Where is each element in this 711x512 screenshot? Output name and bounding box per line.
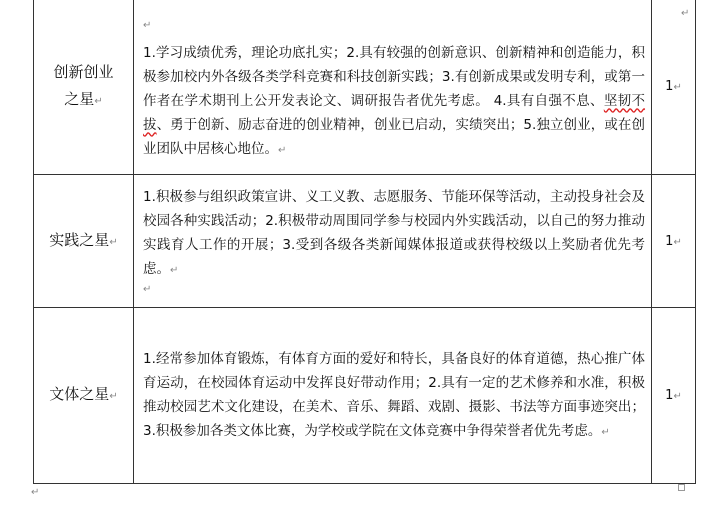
award-criteria-cell bbox=[134, 308, 652, 484]
award-name: 之星 bbox=[64, 89, 95, 108]
paragraph-mark: ↵ bbox=[278, 144, 287, 156]
paragraph-mark: ↵ bbox=[673, 391, 682, 402]
spellcheck-word: 坚韧不拔 bbox=[143, 92, 646, 133]
award-count: 1 bbox=[665, 388, 674, 403]
paragraph-mark: ↵ bbox=[109, 236, 118, 248]
award-count-cell bbox=[652, 308, 696, 484]
paragraph-mark: ↵ bbox=[31, 487, 40, 498]
award-name-cell bbox=[34, 175, 134, 308]
award-criteria-cell bbox=[134, 0, 652, 175]
paragraph-mark: ↵ bbox=[681, 8, 690, 19]
award-count: 1 bbox=[665, 79, 674, 94]
end-of-row-marker bbox=[678, 484, 685, 491]
award-criteria: 1.学习成绩优秀，理论功底扎实；2.具有较强的创新意识、创新精神和创造能力，积极参加校内外各级各类学科竞赛和科技创新实践；3.有创新成果或发明专利，或第一作者在学术期刊上公开发表论文、调研报告者优先考虑。 4.具有自强不息、坚韧不拔、勇于创新、励志奋进的创业精神，创业已启动，实绩突出；5.独立创业，或在创业团队中居核心地位。↵ bbox=[143, 44, 646, 157]
award-name-cell bbox=[34, 0, 134, 175]
paragraph-mark: ↵ bbox=[170, 265, 179, 276]
award-count: 1 bbox=[665, 233, 674, 249]
paragraph-mark: ↵ bbox=[673, 236, 682, 248]
award-count-cell bbox=[652, 0, 696, 175]
paragraph-mark: ↵ bbox=[94, 95, 103, 107]
paragraph-mark: ↵ bbox=[143, 19, 152, 31]
paragraph-mark: ↵ bbox=[109, 391, 118, 402]
table-row bbox=[34, 175, 696, 308]
award-criteria: 1.经常参加体育锻炼，有体育方面的爱好和特长，具备良好的体育道德，热心推广体育运动，在校园体育运动中发挥良好带动作用；2.具有一定的艺术修养和水准，积极推动校园艺术文化建设，在美术、音乐、舞蹈、戏剧、摄影、书法等方面事迹突出；3.积极参加各类文体比赛，为学校或学院在文体竞赛中争得荣誉者优先考虑。↵ bbox=[143, 350, 645, 439]
awards-table bbox=[33, 0, 696, 484]
paragraph-mark: ↵ bbox=[601, 426, 610, 438]
award-criteria-cell bbox=[134, 175, 652, 308]
paragraph-mark: ↵ bbox=[143, 284, 152, 295]
award-name: 实践之星 bbox=[49, 230, 110, 249]
award-name: 创新创业 bbox=[53, 62, 114, 81]
award-name-cell bbox=[34, 308, 134, 484]
table-row bbox=[34, 0, 696, 175]
award-count-cell bbox=[652, 175, 696, 308]
award-criteria: 1.积极参与组织政策宣讲、义工义教、志愿服务、节能环保等活动，主动投身社会及校园各种实践活动；2.积极带动周围同学参与校园内外实践活动，以自己的努力推动实践育人工作的开展；3.受到各级各类新闻媒体报道或获得校级以上奖励者优先考虑。↵ bbox=[143, 189, 645, 277]
table-row bbox=[34, 308, 696, 484]
award-name: 文体之星 bbox=[49, 385, 110, 403]
paragraph-mark: ↵ bbox=[673, 82, 682, 93]
